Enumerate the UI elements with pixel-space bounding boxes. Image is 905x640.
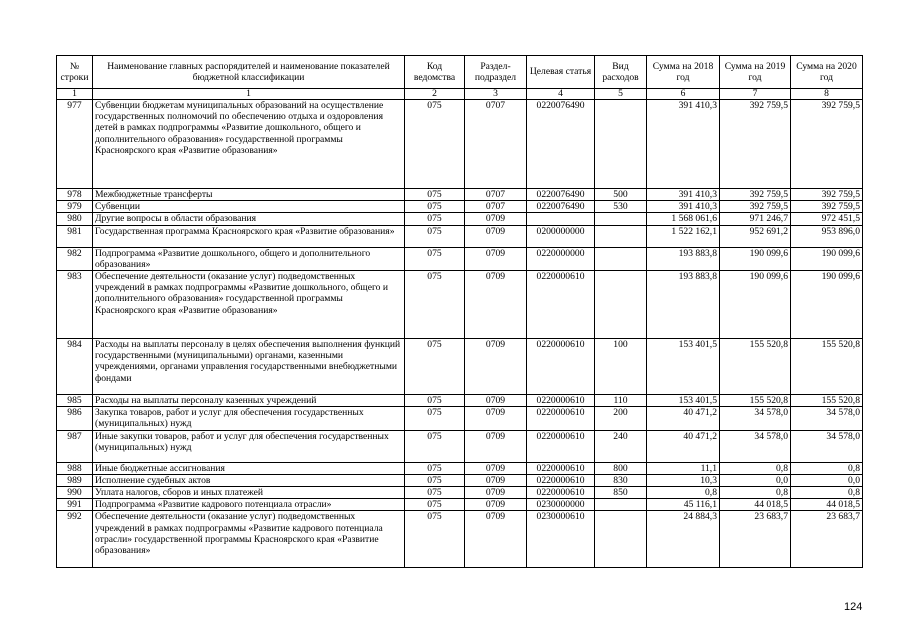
row-sum-2019: 34 578,0 xyxy=(720,430,791,462)
row-sum-2019: 190 099,6 xyxy=(720,247,791,270)
row-department-code: 075 xyxy=(405,462,465,474)
row-section: 0707 xyxy=(465,100,527,189)
row-sum-2020: 392 759,5 xyxy=(791,100,863,189)
table-row xyxy=(57,100,863,189)
row-sum-2019: 34 578,0 xyxy=(720,407,791,430)
row-section: 0709 xyxy=(465,395,527,407)
table-row xyxy=(57,395,863,407)
row-section: 0707 xyxy=(465,201,527,213)
column-number: 1 xyxy=(93,89,405,100)
column-number: 8 xyxy=(791,89,863,100)
row-target-item: 0230000000 xyxy=(527,499,595,511)
table-row xyxy=(57,499,863,511)
row-number: 978 xyxy=(57,189,93,201)
row-name: Государственная программа Красноярского края «Развитие образования» xyxy=(93,225,405,247)
row-department-code: 075 xyxy=(405,511,465,568)
row-name: Субвенции бюджетам муниципальных образований на осуществление государственных полномочий по обеспечению отдыха и оздоровления детей в рамках подпрограммы «Развитие дошкольного, общего и дополнительного образования» государственной программы Красноярского края «Развитие образования» xyxy=(93,100,405,189)
row-name: Расходы на выплаты персоналу казенных учреждений xyxy=(93,395,405,407)
row-expense-type: 200 xyxy=(595,407,647,430)
row-sum-2019: 23 683,7 xyxy=(720,511,791,568)
row-name: Иные закупки товаров, работ и услуг для обеспечения государственных (муниципальных) нужд xyxy=(93,430,405,462)
row-sum-2018: 10,3 xyxy=(647,474,720,486)
header-target-item: Целевая статья xyxy=(527,56,595,89)
column-number: 5 xyxy=(595,89,647,100)
row-section: 0707 xyxy=(465,189,527,201)
row-department-code: 075 xyxy=(405,339,465,395)
table-row xyxy=(57,462,863,474)
table-row xyxy=(57,474,863,486)
row-expense-type: 530 xyxy=(595,201,647,213)
row-expense-type: 500 xyxy=(595,189,647,201)
row-target-item: 0230000610 xyxy=(527,511,595,568)
row-expense-type xyxy=(595,247,647,270)
table-row xyxy=(57,430,863,462)
header-expense-type: Вид расходов xyxy=(595,56,647,89)
row-sum-2018: 0,8 xyxy=(647,487,720,499)
row-sum-2020: 392 759,5 xyxy=(791,201,863,213)
row-sum-2020: 972 451,5 xyxy=(791,213,863,225)
row-sum-2020: 23 683,7 xyxy=(791,511,863,568)
row-sum-2019: 0,8 xyxy=(720,462,791,474)
row-name: Закупка товаров, работ и услуг для обеспечения государственных (муниципальных) нужд xyxy=(93,407,405,430)
table-row xyxy=(57,225,863,247)
row-sum-2020: 190 099,6 xyxy=(791,247,863,270)
row-sum-2018: 193 883,8 xyxy=(647,271,720,339)
row-target-item: 0220000610 xyxy=(527,474,595,486)
row-section: 0709 xyxy=(465,247,527,270)
row-sum-2018: 40 471,2 xyxy=(647,407,720,430)
row-section: 0709 xyxy=(465,430,527,462)
row-sum-2019: 0,8 xyxy=(720,487,791,499)
row-sum-2018: 45 116,1 xyxy=(647,499,720,511)
row-department-code: 075 xyxy=(405,100,465,189)
row-expense-type xyxy=(595,511,647,568)
row-expense-type: 850 xyxy=(595,487,647,499)
row-department-code: 075 xyxy=(405,474,465,486)
row-section: 0709 xyxy=(465,225,527,247)
row-sum-2018: 391 410,3 xyxy=(647,201,720,213)
row-number: 983 xyxy=(57,271,93,339)
row-department-code: 075 xyxy=(405,247,465,270)
row-number: 989 xyxy=(57,474,93,486)
row-number: 992 xyxy=(57,511,93,568)
row-sum-2019: 952 691,2 xyxy=(720,225,791,247)
header-row-number: № строки xyxy=(57,56,93,89)
row-target-item: 0220000610 xyxy=(527,407,595,430)
row-number: 984 xyxy=(57,339,93,395)
row-section: 0709 xyxy=(465,271,527,339)
row-sum-2018: 40 471,2 xyxy=(647,430,720,462)
row-number: 982 xyxy=(57,247,93,270)
row-target-item: 0220076490 xyxy=(527,189,595,201)
table-row xyxy=(57,213,863,225)
row-target-item: 0220000610 xyxy=(527,430,595,462)
row-number: 991 xyxy=(57,499,93,511)
row-sum-2019: 0,0 xyxy=(720,474,791,486)
row-number: 988 xyxy=(57,462,93,474)
row-department-code: 075 xyxy=(405,189,465,201)
table-row xyxy=(57,487,863,499)
row-expense-type: 100 xyxy=(595,339,647,395)
header-sum-2018: Сумма на 2018 год xyxy=(647,56,720,89)
header-row xyxy=(57,56,863,89)
row-section: 0709 xyxy=(465,474,527,486)
header-name: Наименование главных распорядителей и наименование показателей бюджетной классификации xyxy=(93,56,405,89)
row-name: Иные бюджетные ассигнования xyxy=(93,462,405,474)
row-sum-2020: 953 896,0 xyxy=(791,225,863,247)
header-sum-2020: Сумма на 2020 год xyxy=(791,56,863,89)
row-sum-2019: 392 759,5 xyxy=(720,189,791,201)
row-department-code: 075 xyxy=(405,201,465,213)
budget-table xyxy=(56,55,863,568)
column-number: 6 xyxy=(647,89,720,100)
row-name: Обеспечение деятельности (оказание услуг) подведомственных учреждений в рамках подпрограммы «Развитие кадрового потенциала отрасли» государственной программы Красноярского края «Развитие образования» xyxy=(93,511,405,568)
row-section: 0709 xyxy=(465,213,527,225)
row-sum-2018: 1 522 162,1 xyxy=(647,225,720,247)
row-sum-2018: 193 883,8 xyxy=(647,247,720,270)
row-department-code: 075 xyxy=(405,430,465,462)
row-number: 985 xyxy=(57,395,93,407)
table-row xyxy=(57,339,863,395)
row-target-item: 0220000610 xyxy=(527,339,595,395)
row-name: Уплата налогов, сборов и иных платежей xyxy=(93,487,405,499)
row-sum-2018: 24 884,3 xyxy=(647,511,720,568)
row-number: 977 xyxy=(57,100,93,189)
row-section: 0709 xyxy=(465,407,527,430)
row-name: Межбюджетные трансферты xyxy=(93,189,405,201)
row-department-code: 075 xyxy=(405,225,465,247)
column-number-row xyxy=(57,89,863,100)
row-sum-2019: 155 520,8 xyxy=(720,339,791,395)
row-sum-2018: 153 401,5 xyxy=(647,395,720,407)
table-row xyxy=(57,511,863,568)
row-expense-type xyxy=(595,100,647,189)
header-department-code: Код ведомства xyxy=(405,56,465,89)
row-name: Исполнение судебных актов xyxy=(93,474,405,486)
row-expense-type: 110 xyxy=(595,395,647,407)
table-body xyxy=(57,100,863,568)
row-name: Субвенции xyxy=(93,201,405,213)
row-sum-2020: 0,0 xyxy=(791,474,863,486)
row-section: 0709 xyxy=(465,487,527,499)
row-sum-2020: 34 578,0 xyxy=(791,407,863,430)
row-expense-type: 830 xyxy=(595,474,647,486)
row-target-item: 0220076490 xyxy=(527,100,595,189)
row-sum-2019: 971 246,7 xyxy=(720,213,791,225)
row-sum-2019: 190 099,6 xyxy=(720,271,791,339)
row-section: 0709 xyxy=(465,511,527,568)
row-number: 987 xyxy=(57,430,93,462)
column-number: 3 xyxy=(465,89,527,100)
row-sum-2019: 392 759,5 xyxy=(720,201,791,213)
row-sum-2020: 0,8 xyxy=(791,487,863,499)
row-sum-2018: 11,1 xyxy=(647,462,720,474)
table-row xyxy=(57,201,863,213)
row-target-item: 0220000610 xyxy=(527,487,595,499)
column-number: 2 xyxy=(405,89,465,100)
row-name: Подпрограмма «Развитие кадрового потенциала отрасли» xyxy=(93,499,405,511)
budget-table-sheet xyxy=(56,55,862,568)
header-sum-2019: Сумма на 2019 год xyxy=(720,56,791,89)
column-number: 7 xyxy=(720,89,791,100)
column-number: 1 xyxy=(57,89,93,100)
row-expense-type xyxy=(595,213,647,225)
row-sum-2018: 153 401,5 xyxy=(647,339,720,395)
row-sum-2019: 392 759,5 xyxy=(720,100,791,189)
table-row xyxy=(57,271,863,339)
row-sum-2020: 34 578,0 xyxy=(791,430,863,462)
row-sum-2019: 155 520,8 xyxy=(720,395,791,407)
row-department-code: 075 xyxy=(405,499,465,511)
row-expense-type: 240 xyxy=(595,430,647,462)
row-expense-type: 800 xyxy=(595,462,647,474)
row-name: Расходы на выплаты персоналу в целях обеспечения выполнения функций государственными (муниципальными) органами, казенными учреждениями, органами управления государственными внебюджетными фондами xyxy=(93,339,405,395)
row-department-code: 075 xyxy=(405,395,465,407)
row-number: 979 xyxy=(57,201,93,213)
table-row xyxy=(57,407,863,430)
row-name: Другие вопросы в области образования xyxy=(93,213,405,225)
row-target-item: 0220076490 xyxy=(527,201,595,213)
row-sum-2018: 391 410,3 xyxy=(647,100,720,189)
row-target-item: 0220000610 xyxy=(527,462,595,474)
row-number: 990 xyxy=(57,487,93,499)
row-sum-2020: 190 099,6 xyxy=(791,271,863,339)
header-section: Раздел-подраздел xyxy=(465,56,527,89)
row-department-code: 075 xyxy=(405,271,465,339)
row-department-code: 075 xyxy=(405,213,465,225)
page-number: 124 xyxy=(844,601,863,613)
row-section: 0709 xyxy=(465,462,527,474)
row-number: 986 xyxy=(57,407,93,430)
row-section: 0709 xyxy=(465,339,527,395)
column-number: 4 xyxy=(527,89,595,100)
row-target-item: 0200000000 xyxy=(527,225,595,247)
row-expense-type xyxy=(595,271,647,339)
row-sum-2018: 391 410,3 xyxy=(647,189,720,201)
row-target-item: 0220000610 xyxy=(527,271,595,339)
row-sum-2018: 1 568 061,6 xyxy=(647,213,720,225)
row-sum-2020: 0,8 xyxy=(791,462,863,474)
row-department-code: 075 xyxy=(405,487,465,499)
row-sum-2019: 44 018,5 xyxy=(720,499,791,511)
row-target-item: 0220000610 xyxy=(527,395,595,407)
row-sum-2020: 155 520,8 xyxy=(791,339,863,395)
row-expense-type xyxy=(595,499,647,511)
row-name: Подпрограмма «Развитие дошкольного, общего и дополнительного образования» xyxy=(93,247,405,270)
row-department-code: 075 xyxy=(405,407,465,430)
table-row xyxy=(57,247,863,270)
table-row xyxy=(57,189,863,201)
row-target-item xyxy=(527,213,595,225)
row-section: 0709 xyxy=(465,499,527,511)
row-sum-2020: 392 759,5 xyxy=(791,189,863,201)
row-target-item: 0220000000 xyxy=(527,247,595,270)
row-expense-type xyxy=(595,225,647,247)
row-number: 981 xyxy=(57,225,93,247)
row-number: 980 xyxy=(57,213,93,225)
row-sum-2020: 44 018,5 xyxy=(791,499,863,511)
row-name: Обеспечение деятельности (оказание услуг) подведомственных учреждений в рамках подпрограммы «Развитие дошкольного, общего и дополнительного образования» государственной программы Красноярского края «Развитие образования» xyxy=(93,271,405,339)
row-sum-2020: 155 520,8 xyxy=(791,395,863,407)
